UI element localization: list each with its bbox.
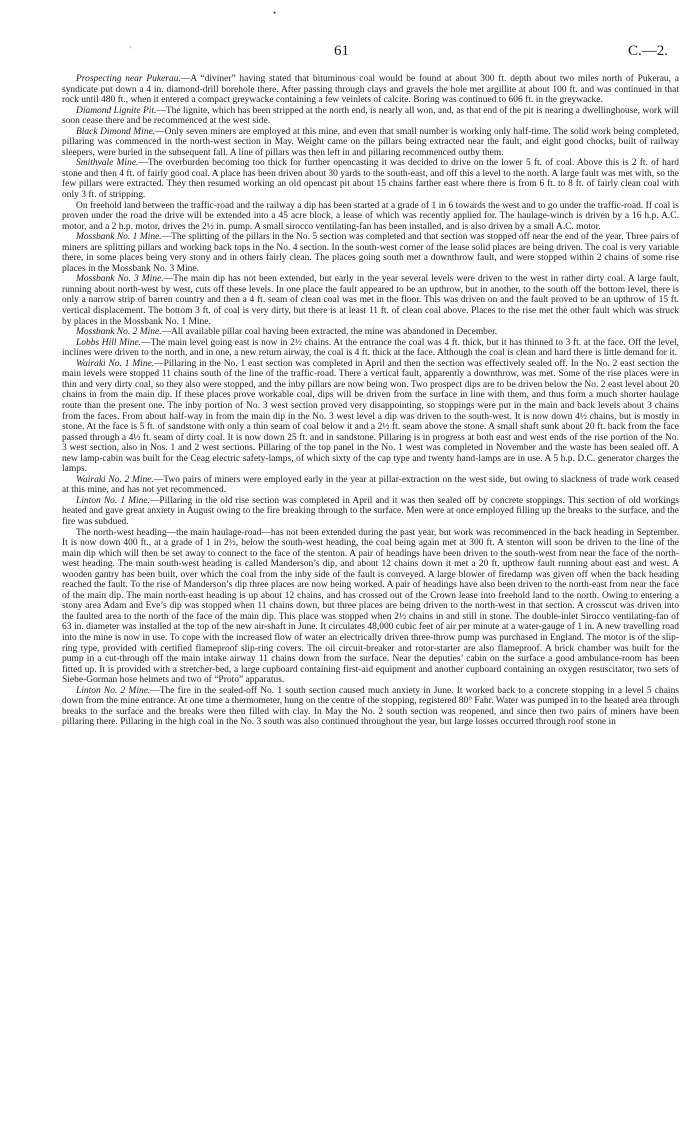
paragraph-text: —Only seven miners are employed at this mine, and even that small number is working only half-time. The solid work being completed, pillaring was commenced in the north-west section in May. Weight came on the pillars being extracted near the fault, and eight good chocks, built of railway sleepers, were buried in the subsequent fall. A line of pillars was then left in and pillaring recommenced outby them. xyxy=(62,126,679,158)
paragraph-heading: Mossbank No. 1 Mine. xyxy=(76,232,162,243)
paragraph-text: —The fire in the sealed-off No. 1 south section caused much anxiety in June. It worked back to a concrete stopping in a level 5 chains down from the mine entrance. At one time a thermometer, hung on the centre of the stopping, registered 80° Fahr. Water was pumped in to the heated area through breaks to the surface and the breaks were then filled with clay. In May the No. 2 south section was reopened, and since then two pairs of miners have been pillaring there. Pillaring in the high coal in the No. 3 south was also continued throughout the year, but large losses occurred through roof stone in xyxy=(62,685,680,728)
scan-tick: ' xyxy=(130,45,132,54)
paragraph xyxy=(62,127,679,159)
paragraph xyxy=(62,274,679,327)
paragraph xyxy=(62,359,679,475)
paragraph-text: —All available pillar coal having been extracted, the mine was abandoned in December. xyxy=(161,327,498,338)
paragraph xyxy=(62,74,679,106)
paragraph-heading: Diamond Lignite Pit. xyxy=(76,105,157,116)
paragraph-heading: Wairaki No. 2 Mine. xyxy=(76,474,154,485)
page-number: 61 xyxy=(334,43,349,59)
paragraph-heading: Smithvale Mine. xyxy=(76,158,139,169)
paragraph-heading: Linton No. 2 Mine. xyxy=(76,685,151,696)
paragraph-text: —Pillaring in the old rise section was completed in April and it was then sealed off by concrete stoppings. This section of old workings heated and gave great anxiety in August owing to the fire breaking through to the surface. Men were at once employed filling up the breaks to the surface, and the fire was subdued. xyxy=(62,495,679,527)
paragraph-heading: Wairaki No. 1 Mine. xyxy=(76,358,155,369)
paragraph xyxy=(62,475,679,496)
paragraph-text: —The main level going east is now in 2½ chains. At the entrance the coal was 4 ft. thick, but it has thinned to 3 ft. at the face. Off the level, inclines were driven to the north, and in one, a new return airway, the coal is 4 ft. thick at the face. Although the coal is clean and hard there is little demand for it. xyxy=(62,337,679,359)
paragraph-text: —The overburden becoming too thick for further opencasting it was decided to drive on the lower 5 ft. of coal. Above this is 2 ft. of hard stone and then 4 ft. of fairly good coal. A place has been driven about 30 yards to the south-east, and off this a level to the north. A large fault was met with, so the few pillars were extracted. They then resumed working an old opencast pit about 15 chains farther east where there is from 6 ft. to 8 ft. of fairly clean coal with only 3 ft. of stripping. xyxy=(62,158,679,201)
paragraph-heading: Black Dimond Mine. xyxy=(76,126,156,137)
paragraph xyxy=(62,106,679,127)
paragraph xyxy=(62,232,679,274)
scan-mark: • xyxy=(273,8,277,18)
body-text xyxy=(62,74,679,728)
paragraph-heading: Linton No. 1 Mine. xyxy=(76,495,150,506)
paragraph xyxy=(62,201,679,233)
report-code: C.—2. xyxy=(628,43,669,59)
paragraph-text: —Two pairs of miners were employed early in the year at pillar-extraction on the west side, but owing to slackness of trade work ceased at this mine, and has not yet recommenced. xyxy=(62,474,679,496)
paragraph xyxy=(62,338,679,359)
paragraph-text: —A “diviner” having stated that bituminous coal would be found at about 300 ft. depth about two miles north of Pukerau, a syndicate put down a 4 in. diamond-drill borehole there. After passing through clays and gravels the hole met argillite at about 100 ft. and was continued in that rock until 480 ft., when it entered a compact greywacke containing a few veinlets of calcite. Boring was continued to 606 ft. in the greywacke. xyxy=(62,74,679,106)
paragraph xyxy=(62,686,679,728)
paragraph-text: —The main dip has not been extended, but early in the year several levels were driven to the west in rather dirty coal. A large fault, running about north-west by west, cuts off these levels. In one place the fault appeared to be an upthrow, but in another, to the south off the bottom level, there is only a narrow strip of barren country and then a 4 ft. seam of clean coal was met in the floor. This was driven on and the fault proved to be an upthrow of 15 ft. vertical displacement. The bottom 3 ft. of coal is very dirty, but there is at least 11 ft. of clean coal above. Places to the rise met the other fault which was struck by places in the Mossbank No. 1 Mine. xyxy=(62,274,680,327)
paragraph-text: —The splitting of the pillars in the No. 5 section was completed and that section was stopped off near the end of the year. Three pairs of miners are splitting pillars and working back tops in the No. 4 section. In the south-west corner of the lease solid places are being driven. The coal is very variable there, in some places being very stony and in others fairly clean. The places going south met a downthrow fault, and were stopped within 2 chains of some rise places in the Mossbank No. 3 Mine. xyxy=(62,232,679,274)
paragraph-text: —The lignite, which has been stripped at the north end, is nearly all won, and, as that end of the pit is nearing a dwellinghouse, work will soon cease there and be recommenced at the west side. xyxy=(62,105,680,127)
paragraph xyxy=(62,158,679,200)
paragraph xyxy=(62,528,679,686)
paragraph-text: On freehold land between the traffic-road and the railway a dip has been started at a grade of 1 in 6 towards the west and to go under the traffic-road. If coal is proven under the road the drive will be extended into a 45 acre block, a lease of which was recently applied for. The haulage-winch is driven by a 16 h.p. A.C. motor, and a 2 h.p. motor, drives the 2½ in. pump. A small sirocco ventilating-fan has been installed, and is also driven by a small A.C. motor. xyxy=(62,200,679,232)
paragraph-text: The north-west heading—the main haulage-road—has not been extended during the past year, but work was recommenced in the back heading in September. It is now down 400 ft., at a grade of 1 in 2½, below the south-west heading, the coal being again met at 300 ft. A stenton will soon be driven to the line of the main dip which will then be set away to connect to the face of the stenton. A pair of headings have been driven to the south-west from near the face of the north-west heading. The main south-west heading is called Manderson’s dip, and about 12 chains down it met a 20 ft. upthrow fault running about east and west. A wooden gantry has been built, over which the coal from the inby side of the fault is conveyed. A large blower of firedamp was given off when the back heading reached the fault. To the rise of Manderson’s dip three places are now being worked. A pair of headings have also been driven to the north-east from near the face of the main dip. The main north-east heading is up about 12 chains, and has crossed out of the Crown lease into freehold land to the north. Owing to entering a stony area Adam and Eve’s dip was stopped when 11 chains down, but three places are being driven to the north-west in that section. A crosscut was driven into the faulted area to the north of the face of the main dip. This place was stopped when 2½ chains in and still in stone. The double-inlet Sirocco ventilating-fan of 63 in. diameter was installed at the top of the new air-shaft in June. It circulates 48,000 cubic feet of air per minute at a water-gauge of 1 in. A new travelling road into the mine is now in use. To cope with the increased flow of water an electrically driven three-throw pump was purchased in England. The motor is of the slip-ring type, provided with certified flameproof slip-ring covers. The oil circuit-breaker and rotor-starter are also flameproof. A brick chamber was built for the pump in a cut-through off the main intake airway 11 chains down from the surface. Near the deputies’ cabin on the surface a good ambulance-room has been fitted up. It is provided with a stretcher-bed, a large cupboard containing first-aid equipment and another cupboard containing an oxygen resuscitator, two sets of Siebe-Gorman hose helmets and two of “Proto” apparatus. xyxy=(62,527,679,686)
paragraph xyxy=(62,327,679,338)
paragraph-heading: Mossbank No. 2 Mine. xyxy=(76,327,162,338)
paragraph xyxy=(62,496,679,528)
paragraph-heading: Mossbank No. 3 Mine. xyxy=(76,274,164,285)
paragraph-heading: Prospecting near Pukerau. xyxy=(76,74,181,84)
paragraph-text: —Pillaring in the No. 1 east section was completed in April and then the section was effectively sealed off. In the No. 2 east section the main levels were stopped 11 chains south of the line of the traffic-road. There a vertical fault, apparently a downthrow, was met. Some of the rise places were in thin and very dirty coal, so they also were stopped, and the inby pillars are now being won. Two prospect dips are to be driven below the No. 2 east level about 20 chains in from the main dip. If these places prove workable coal, dips will be driven from the surface in line with them, and thus form a much shorter haulage route than the present one. The inby portion of No. 3 west section proved very disappointing, so stoppings were put in the main and back levels about 3 chains from the faces. From about half-way in from the main dip in the No. 3 west level a dip was driven to the south-west. It is now down 4½ chains, but is mostly in stone. At the face is 5 ft. of sandstone with only a thin seam of coal below it and a 2½ ft. seam above the stone. A small shaft sunk about 20 ft. back from the face passed through a 4½ ft. seam of dirty coal. It is now down 25 ft. and in sandstone. Pillaring is in progress at both east and west ends of the rise portion of the No. 3 west section, also in Nos. 1 and 2 west sections. Pillaring of the top panel in the No. 1 west was completed in November and the waste has been sealed off. A new lamp-cabin was built for the Ceag electric safety-lamps, of which sixty of the cap type and twenty hand-lamps are in use. A 5 h.p. D.C. generator charges the lamps. xyxy=(62,358,679,475)
paragraph-heading: Lobbs Hill Mine. xyxy=(76,337,142,348)
